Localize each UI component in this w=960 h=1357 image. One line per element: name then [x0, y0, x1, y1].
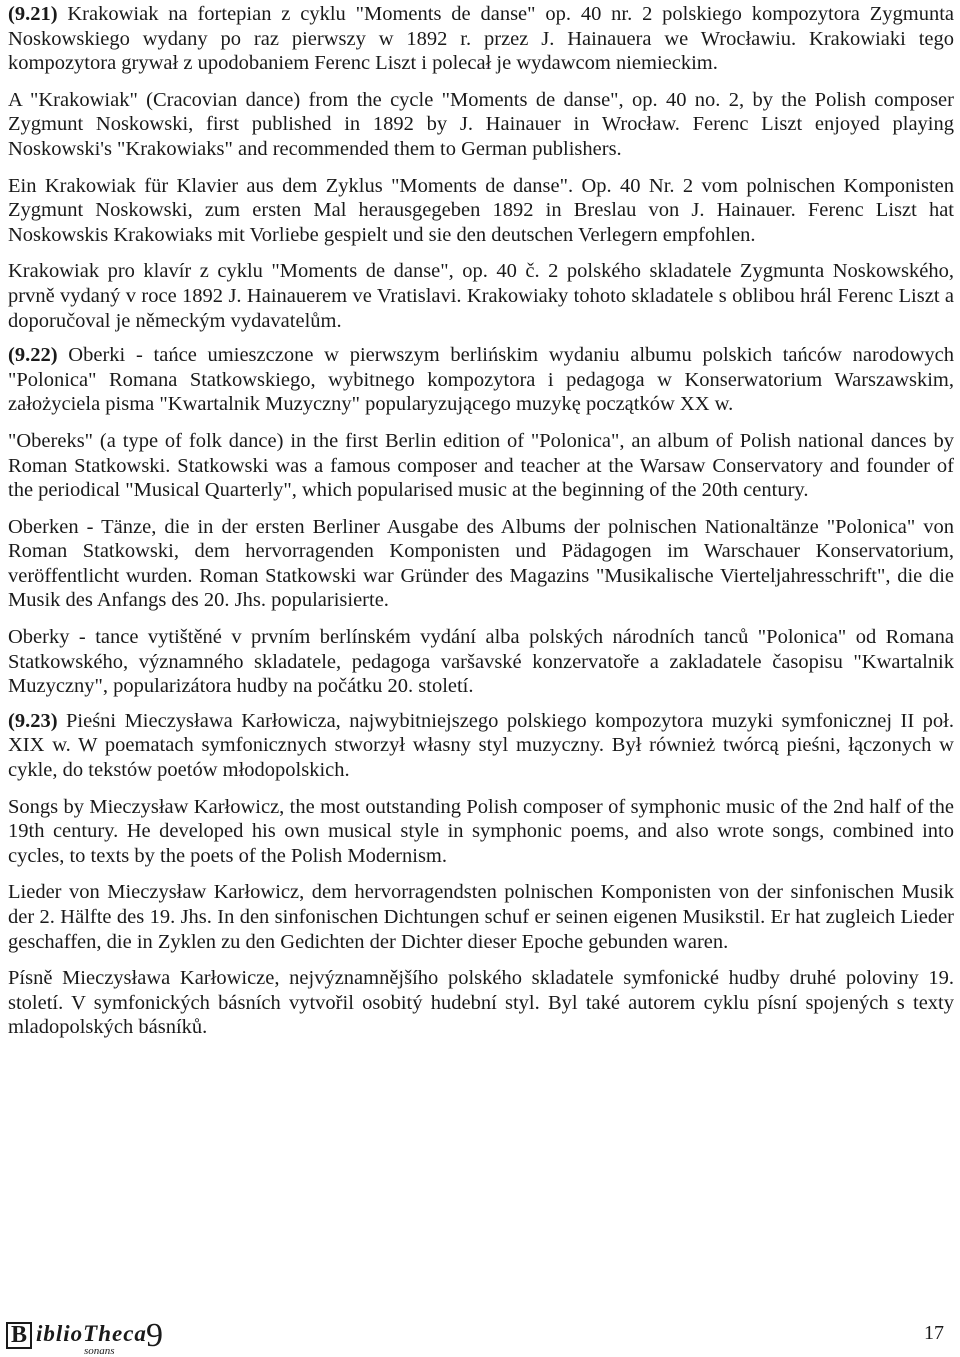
paragraph-text: Songs by Mieczysław Karłowicz, the most outstanding Polish composer of symphonic music of the 2nd half of the 19th century. He developed his own musical style in symphonic poems, and also wrote songs, combined into cycles, to texts by the poets of the Polish Modernism. — [8, 795, 954, 867]
paragraph-9-22-pl — [8, 343, 954, 417]
paragraph-9-23-de — [8, 880, 954, 954]
page-footer — [6, 1318, 944, 1356]
paragraph-text: Lieder von Mieczysław Karłowicz, dem hervorragendsten polnischen Komponisten von der sinfonischen Musik der 2. Hälfte des 19. Jhs. In den sinfonischen Dichtungen schuf er seinen eigenen Musikstil. Er hat zugleich Lieder geschaffen, die in Zyklen zu den Gedichten der Dichter dieser Epoche gebunden waren. — [8, 881, 954, 953]
paragraph-text: Oberken - Tänze, die in der ersten Berliner Ausgabe des Albums der polnischen Nationaltänze "Polonica" von Roman Statkowski, dem hervorragenden Komponisten und Pädagogen im Warschauer Konservatorium, veröffentlicht wurden. Roman Statkowski war Gründer des Magazins "Musikalische Vierteljahresschrift", die die Musik des Anfangs des 20. Jhs. popularisierte. — [8, 515, 954, 612]
paragraph-9-21-pl — [8, 2, 954, 76]
logo-subtitle: sonans — [84, 1345, 115, 1357]
logo-volume-number: 9 — [146, 1317, 163, 1354]
paragraph-9-21-cz — [8, 259, 954, 333]
logo-word: iblioTheca — [36, 1321, 147, 1346]
paragraph-text: Ein Krakowiak für Klavier aus dem Zyklus "Moments de danse". Op. 40 Nr. 2 vom polnischen Komponisten Zygmunt Noskowski, zum ersten Mal herausgegeben 1892 in Breslau von J. Hainauer. Ferenc Liszt hat Noskowskis Krakowiaks mit Vorliebe gespielt und sie den deutschen Verlegern empfohlen. — [8, 174, 954, 246]
paragraph-9-22-cz — [8, 625, 954, 699]
paragraph-text: Krakowiak pro klavír z cyklu "Moments de danse", op. 40 č. 2 polského skladatele Zygmunta Noskowského, prvně vydaný v roce 1892 J. Hainauerem ve Vratislavi. Krakowiaky tohoto skladatele s oblibou hrál Ferenc Liszt a doporučoval je německým vydavatelům. — [8, 260, 954, 332]
paragraph-text: Oberky - tance vytištěné v prvním berlínském vydání alba polských národních tanců "Polonica" od Romana Statkowského, významného skladatele, pedagoga varšavské konzervatoře a zakladatele časopisu "Kwartalnik Muzyczny", popularizátora hudby na počátku 20. století. — [8, 626, 954, 698]
paragraph-text: Oberki - tańce umieszczone w pierwszym berlińskim wydaniu albumu polskich tańców narodowych "Polonica" Romana Statkowskiego, wybitnego kompozytora i pedagoga w Konserwatorium Warszawskim, założyciela pisma "Kwartalnik Muzyczny" popularyzującego muzykę początków XX w. — [8, 344, 954, 416]
paragraph-text: "Obereks" (a type of folk dance) in the first Berlin edition of "Polonica", an album of Polish national dances by Roman Statkowski. Statkowski was a famous composer and teacher at the Warsaw Conservatory and founder of the periodical "Musical Quarterly", which popularised music at the beginning of the 20th century. — [8, 429, 954, 502]
note-number: (9.22) — [8, 344, 58, 367]
bibliotheca-sonans-logo — [6, 1317, 181, 1357]
paragraph-9-21-en — [8, 88, 954, 162]
page-number: 17 — [924, 1322, 944, 1344]
paragraph-text: A "Krakowiak" (Cracovian dance) from the cycle "Moments de danse", op. 40 no. 2, by the Polish composer Zygmunt Noskowski, first published in 1892 by J. Hainauer in Wrocław. Ferenc Liszt enjoyed playing Noskowski's "Krakowiaks" and recommended them to German publishers. — [8, 88, 954, 160]
paragraph-9-21-de — [8, 174, 954, 248]
note-number: (9.21) — [8, 3, 58, 25]
note-number: (9.23) — [8, 709, 58, 732]
paragraph-9-23-cz — [8, 966, 954, 1040]
paragraph-9-23-en — [8, 795, 954, 869]
logo-letter: B — [6, 1322, 32, 1349]
paragraph-9-22-de — [8, 515, 954, 613]
paragraph-text: Písně Mieczysława Karłowicze, nejvýznamnějšího polského skladatele symfonické hudby druhé poloviny 19. století. V symfonických básních vytvořil osobitý hudební styl. Byl také autorem cyklu písní spojených s texty mladopolských básníků. — [8, 967, 954, 1039]
paragraph-9-22-en — [8, 429, 954, 503]
document-body — [8, 2, 954, 1052]
paragraph-text: Krakowiak na fortepian z cyklu "Moments de danse" op. 40 nr. 2 polskiego kompozytora Zygmunta Noskowskiego wydany po raz pierwszy w 1892 r. przez J. Hainauera we Wrocławiu. Krakowiaki tego kompozytora grywał z upodobaniem Ferenc Liszt i polecał je wydawcom niemieckim. — [8, 3, 954, 75]
paragraph-text: Pieśni Mieczysława Karłowicza, najwybitniejszego polskiego kompozytora muzyki symfonicznej II poł. XIX w. W poematach symfonicznych stworzył własny styl muzyczny. Był również twórcą pieśni, łączonych w cykle, do tekstów poetów młodopolskich. — [8, 709, 954, 782]
paragraph-9-23-pl — [8, 709, 954, 783]
